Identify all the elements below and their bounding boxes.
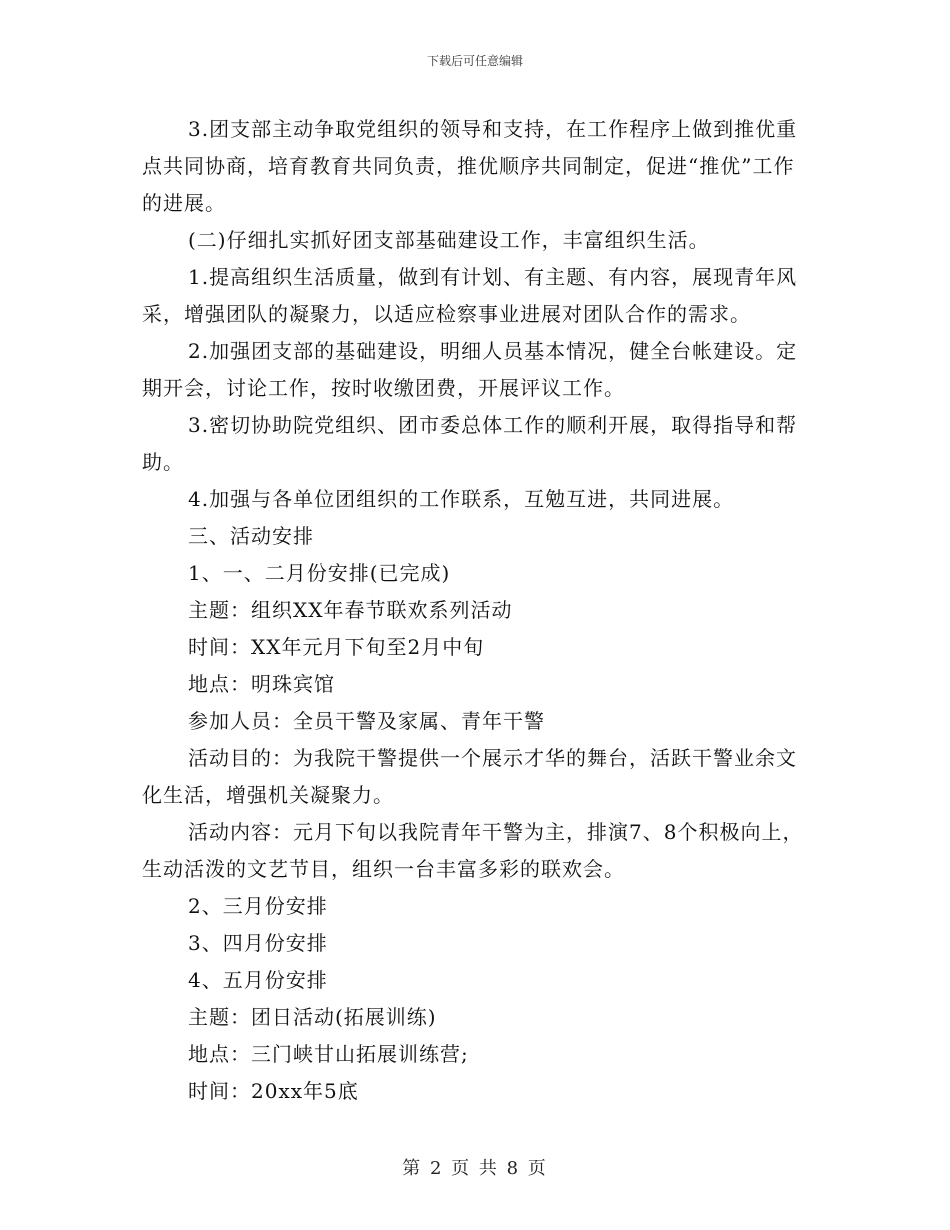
subsection-heading: 3、四月份安排 [188,931,328,955]
paragraph: 地点：三门峡甘山拓展训练营; [188,1042,469,1066]
subsection-heading: 4、五月份安排 [188,968,328,992]
subsection-heading: 1、一、二月份安排(已完成) [188,561,451,585]
paragraph: 3.密切协助院党组织、团市委总体工作的顺利开展，取得指导和帮助。 [142,413,798,474]
page-number-footer: 第 2 页 共 8 页 [402,1158,548,1179]
paragraph: 主题：团日活动(拓展训练) [188,1005,437,1029]
subsection-heading: 2、三月份安排 [188,894,328,918]
paragraph: 1.提高组织生活质量，做到有计划、有主题、有内容，展现青年风采，增强团队的凝聚力，以适应检察事业进展对团队合作的需求。 [142,265,798,326]
paragraph: 活动目的：为我院干警提供一个展示才华的舞台，活跃干警业余文化生活，增强机关凝聚力。 [142,746,797,807]
paragraph: 主题：组织XX年春节联欢系列活动 [188,598,513,622]
paragraph: (二)仔细扎实抓好团支部基础建设工作，丰富组织生活。 [188,228,710,252]
paragraph: 活动内容：元月下旬以我院青年干警为主，排演7、8个积极向上，生动活泼的文艺节目，组织一台丰富多彩的联欢会。 [142,820,804,881]
paragraph: 3.团支部主动争取党组织的领导和支持，在工作程序上做到推优重点共同协商，培育教育共同负责，推优顺序共同制定，促进“推优”工作的进展。 [142,117,798,215]
page-header: 下载后可任意编辑 [426,54,523,68]
paragraph: 2.加强团支部的基础建设，明细人员基本情况，健全台帐建设。定期开会，讨论工作，按时收缴团费，开展评议工作。 [142,339,798,400]
section-heading: 三、活动安排 [188,524,314,548]
paragraph: 时间：XX年元月下旬至2月中旬 [188,635,485,659]
paragraph: 地点：明珠宾馆 [188,672,335,696]
document-body [142,111,810,1110]
paragraph: 4.加强与各单位团组织的工作联系，互勉互进，共同进展。 [188,487,735,511]
paragraph: 参加人员：全员干警及家属、青年干警 [188,709,545,733]
paragraph: 时间：20xx年5底 [188,1079,359,1103]
